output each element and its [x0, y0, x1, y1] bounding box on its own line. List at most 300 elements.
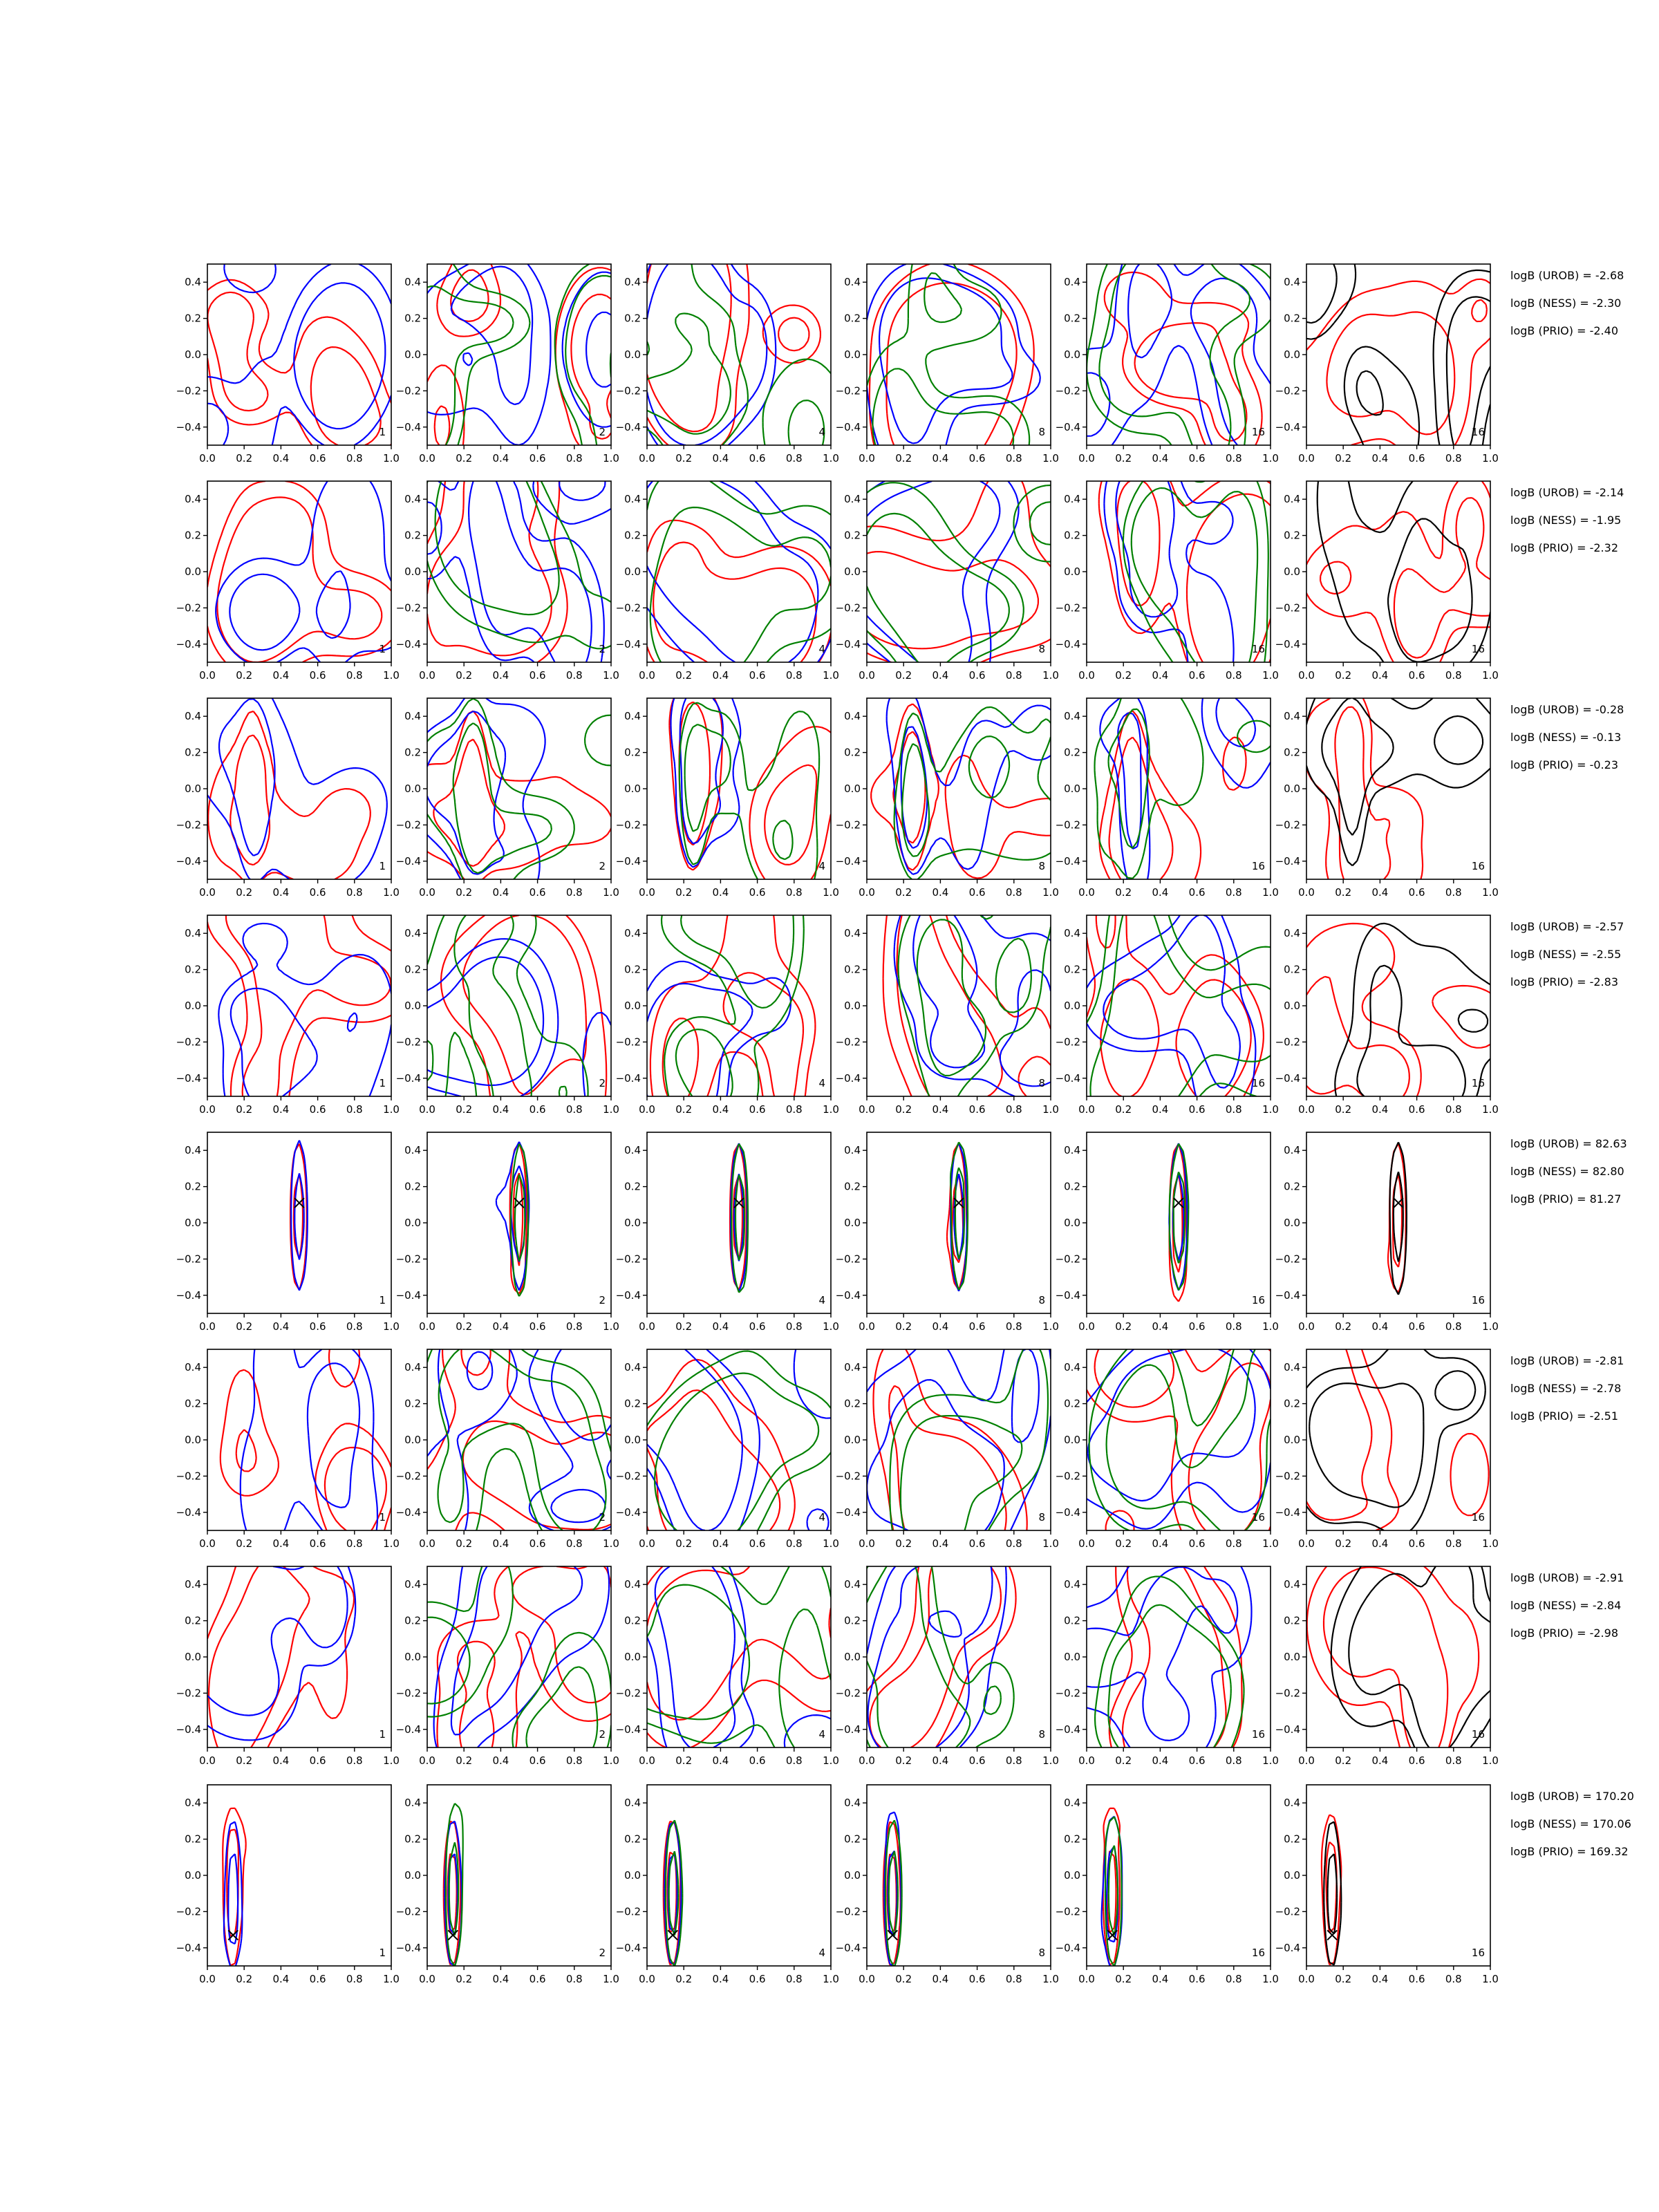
- contour-panel: [1056, 698, 1279, 899]
- y-tick-label: 0.4: [185, 276, 201, 289]
- logb-annotation: logB (UROB) = -2.91: [1510, 1571, 1624, 1584]
- y-tick-label: 0.0: [1064, 565, 1080, 578]
- y-tick-label: −0.4: [395, 637, 421, 650]
- x-tick-label: 0.0: [1078, 1320, 1095, 1333]
- x-tick-label: 0.4: [272, 1320, 290, 1333]
- panel-frame: [427, 264, 611, 445]
- contour-line-green: [647, 264, 831, 445]
- x-tick-label: 0.8: [785, 886, 803, 899]
- panel-corner-label: 16: [1471, 426, 1485, 438]
- contour-panel: [616, 1349, 839, 1550]
- y-tick-label: 0.0: [624, 348, 641, 361]
- contour-lines: [647, 1566, 831, 1747]
- x-tick-label: 0.2: [675, 1320, 693, 1333]
- contour-panel: [1056, 915, 1279, 1116]
- contour-lines: [1102, 1808, 1123, 1966]
- x-tick-label: 0.4: [712, 669, 729, 682]
- x-tick-label: 0.2: [1335, 1973, 1352, 1985]
- panel-corner-label: 16: [1471, 1511, 1485, 1524]
- logb-annotation: logB (UROB) = -2.57: [1510, 920, 1624, 933]
- x-tick-label: 0.8: [346, 1973, 363, 1985]
- y-tick-label: 0.0: [624, 782, 641, 795]
- y-tick-label: 0.0: [404, 1217, 421, 1229]
- logb-annotation: logB (NESS) = -0.13: [1510, 731, 1622, 744]
- contour-lines: [1306, 481, 1490, 662]
- x-tick-label: 0.6: [309, 1754, 326, 1767]
- contour-line-red: [1117, 481, 1271, 662]
- x-tick-label: 0.6: [529, 452, 546, 465]
- y-tick-label: 0.4: [1064, 1578, 1080, 1591]
- y-tick-label: −0.2: [835, 601, 861, 615]
- y-tick-label: 0.4: [185, 1144, 201, 1157]
- contour-line-blue: [427, 481, 611, 662]
- contour-line-red: [874, 1349, 1027, 1530]
- contour-lines: [730, 1143, 748, 1293]
- contour-panel: [1056, 1566, 1279, 1767]
- contour-lines: [1388, 1142, 1407, 1294]
- y-tick-label: −0.2: [615, 1470, 641, 1483]
- contour-panel: [176, 698, 400, 899]
- y-tick-label: 0.4: [1064, 1797, 1080, 1810]
- contour-line-red: [867, 1566, 1016, 1747]
- x-tick-label: 0.0: [419, 1320, 435, 1333]
- x-tick-label: 0.4: [492, 1537, 509, 1550]
- y-tick-label: −0.2: [176, 1253, 201, 1266]
- x-tick-label: 1.0: [1262, 1754, 1279, 1767]
- x-tick-label: 0.6: [309, 1537, 326, 1550]
- x-tick-label: 0.0: [199, 1973, 216, 1985]
- y-tick-label: 0.0: [844, 1434, 861, 1446]
- contour-panel: [616, 1785, 839, 1985]
- contour-panel: [836, 698, 1059, 899]
- x-tick-label: 0.0: [1078, 452, 1095, 465]
- y-tick-label: 0.0: [844, 1651, 861, 1663]
- contour-line-red: [458, 1566, 611, 1747]
- x-tick-label: 0.6: [1188, 669, 1206, 682]
- x-tick-label: 0.8: [1445, 1754, 1462, 1767]
- y-tick-label: −0.4: [176, 420, 201, 433]
- y-tick-label: −0.2: [1275, 818, 1300, 832]
- x-tick-label: 0.2: [895, 886, 912, 899]
- x-tick-label: 0.8: [1225, 1973, 1242, 1985]
- contour-panel: [616, 698, 839, 899]
- y-tick-label: −0.4: [835, 1506, 861, 1519]
- x-tick-label: 0.2: [1115, 1320, 1132, 1333]
- contour-panel: [1275, 1785, 1499, 1985]
- x-tick-label: 0.2: [895, 669, 912, 682]
- x-tick-label: 0.6: [749, 669, 766, 682]
- y-tick-label: 0.0: [844, 782, 861, 795]
- x-tick-label: 1.0: [603, 1537, 619, 1550]
- x-tick-label: 0.4: [1371, 1754, 1389, 1767]
- panel-frame: [647, 1132, 831, 1313]
- contour-line-green: [1089, 1349, 1234, 1530]
- contour-line-green: [647, 313, 824, 445]
- x-tick-label: 0.6: [749, 1537, 766, 1550]
- contour-line-black: [1388, 519, 1472, 662]
- x-tick-label: 1.0: [1262, 452, 1279, 465]
- y-tick-label: 0.0: [624, 1217, 641, 1229]
- y-tick-label: −0.2: [1275, 601, 1300, 615]
- x-tick-label: 0.4: [1371, 452, 1389, 465]
- contour-panel: [176, 1132, 400, 1333]
- y-tick-label: 0.2: [844, 312, 861, 325]
- x-tick-label: 0.8: [1005, 1103, 1022, 1116]
- y-tick-label: 0.2: [1064, 1180, 1080, 1193]
- panel-frame: [867, 1132, 1051, 1313]
- x-tick-label: 0.6: [529, 1537, 546, 1550]
- y-tick-label: 0.0: [844, 348, 861, 361]
- contour-line-green: [902, 736, 1009, 856]
- x-tick-label: 0.8: [785, 1754, 803, 1767]
- y-tick-label: −0.4: [835, 1288, 861, 1302]
- contour-lines: [1307, 1566, 1490, 1747]
- x-tick-label: 1.0: [1482, 452, 1499, 465]
- logb-annotation: logB (UROB) = -2.68: [1510, 269, 1624, 282]
- panel-corner-label: 16: [1471, 860, 1485, 872]
- contour-line-green: [1099, 264, 1250, 445]
- contour-line-red: [669, 698, 831, 879]
- x-tick-label: 1.0: [823, 669, 839, 682]
- y-tick-label: 0.4: [624, 1797, 641, 1810]
- y-tick-label: 0.2: [624, 1180, 641, 1193]
- y-tick-label: 0.4: [624, 927, 641, 940]
- x-tick-label: 0.6: [529, 669, 546, 682]
- x-tick-label: 0.2: [675, 1537, 693, 1550]
- contour-lines: [867, 1349, 1051, 1530]
- x-tick-label: 0.8: [1445, 1320, 1462, 1333]
- y-tick-label: 0.0: [844, 565, 861, 578]
- y-tick-label: 0.2: [624, 1833, 641, 1846]
- panel-corner-label: 8: [1038, 1728, 1045, 1741]
- y-tick-label: −0.2: [176, 384, 201, 397]
- panel-corner-label: 4: [818, 1077, 825, 1089]
- contour-line-blue: [427, 481, 606, 662]
- x-tick-label: 0.2: [236, 669, 253, 682]
- x-tick-label: 0.0: [1298, 1537, 1315, 1550]
- contour-line-blue: [680, 698, 723, 843]
- x-tick-label: 0.4: [712, 1973, 729, 1985]
- x-tick-label: 0.8: [785, 452, 803, 465]
- y-tick-label: −0.4: [835, 420, 861, 433]
- panel-frame: [207, 481, 391, 662]
- x-tick-label: 0.8: [346, 1537, 363, 1550]
- y-tick-label: 0.0: [404, 348, 421, 361]
- logb-annotation: logB (NESS) = -2.78: [1510, 1382, 1622, 1395]
- panel-corner-label: 16: [1251, 1077, 1265, 1089]
- panel-corner-label: 2: [599, 1511, 606, 1524]
- y-tick-label: 0.4: [844, 710, 861, 723]
- y-tick-label: 0.2: [844, 1397, 861, 1410]
- y-tick-label: −0.4: [615, 1723, 641, 1736]
- contour-line-black: [1322, 698, 1483, 835]
- contour-panel: [1275, 264, 1499, 465]
- x-tick-label: 1.0: [603, 1754, 619, 1767]
- logb-annotation: logB (NESS) = -2.55: [1510, 948, 1622, 961]
- x-tick-label: 0.6: [749, 1754, 766, 1767]
- contour-lines: [1322, 1815, 1341, 1965]
- y-tick-label: 0.0: [185, 1434, 201, 1446]
- logb-annotation: logB (PRIO) = 81.27: [1510, 1192, 1622, 1206]
- x-tick-label: 1.0: [823, 1103, 839, 1116]
- y-tick-label: −0.4: [1275, 1941, 1300, 1954]
- contour-line-green: [662, 915, 804, 1096]
- y-tick-label: 0.2: [185, 1833, 201, 1846]
- y-tick-label: 0.4: [404, 1797, 421, 1810]
- contour-line-red: [1335, 707, 1390, 879]
- x-tick-label: 0.2: [895, 1320, 912, 1333]
- logb-annotation: logB (PRIO) = -2.40: [1510, 324, 1618, 337]
- x-tick-label: 0.8: [346, 452, 363, 465]
- x-tick-label: 0.2: [675, 1103, 693, 1116]
- x-tick-label: 0.0: [419, 1973, 435, 1985]
- logb-annotation: logB (NESS) = 82.80: [1510, 1165, 1624, 1178]
- x-tick-label: 0.6: [749, 1320, 766, 1333]
- x-tick-label: 0.8: [1005, 1537, 1022, 1550]
- contour-lines: [496, 1142, 529, 1296]
- y-tick-label: −0.2: [1055, 1905, 1080, 1918]
- x-tick-label: 0.8: [1005, 669, 1022, 682]
- x-tick-label: 0.6: [1408, 1320, 1425, 1333]
- y-tick-label: 0.4: [844, 1578, 861, 1591]
- x-tick-label: 0.0: [419, 886, 435, 899]
- y-tick-label: −0.4: [1275, 1071, 1300, 1085]
- y-tick-label: −0.2: [395, 1687, 421, 1700]
- panel-frame: [427, 1785, 611, 1966]
- x-tick-label: 0.6: [968, 886, 986, 899]
- contour-panel: [176, 1785, 400, 1985]
- contour-panel: [836, 915, 1059, 1116]
- contour-lines: [647, 264, 831, 445]
- y-tick-label: 0.0: [1284, 1217, 1300, 1229]
- contour-line-black: [1357, 966, 1488, 1096]
- x-tick-label: 0.0: [639, 1537, 655, 1550]
- x-tick-label: 0.2: [1335, 1537, 1352, 1550]
- panel-corner-label: 16: [1471, 643, 1485, 655]
- x-tick-label: 1.0: [383, 886, 400, 899]
- logb-annotation: logB (UROB) = -0.28: [1510, 703, 1624, 716]
- x-tick-label: 0.8: [785, 1103, 803, 1116]
- panel-corner-label: 8: [1038, 1511, 1045, 1524]
- contour-line-blue: [1100, 698, 1271, 879]
- x-tick-label: 0.4: [492, 1320, 509, 1333]
- x-tick-label: 0.2: [1115, 1537, 1132, 1550]
- y-tick-label: 0.2: [1064, 746, 1080, 759]
- x-tick-label: 0.8: [346, 1320, 363, 1333]
- x-tick-label: 1.0: [1482, 886, 1499, 899]
- y-tick-label: 0.0: [185, 782, 201, 795]
- y-tick-label: 0.2: [624, 746, 641, 759]
- x-tick-label: 0.0: [419, 1103, 435, 1116]
- x-tick-label: 1.0: [1482, 1754, 1499, 1767]
- contour-line-red: [1135, 323, 1247, 441]
- y-tick-label: 0.0: [185, 1651, 201, 1663]
- contour-panel: [836, 1132, 1059, 1333]
- y-tick-label: 0.2: [1064, 529, 1080, 542]
- panel-corner-label: 2: [599, 1294, 606, 1306]
- logb-annotation: logB (PRIO) = -2.98: [1510, 1627, 1618, 1640]
- contour-line-red: [209, 1566, 310, 1747]
- x-tick-label: 0.4: [712, 1537, 729, 1550]
- panel-corner-label: 1: [379, 643, 386, 655]
- x-tick-label: 0.4: [1152, 669, 1169, 682]
- y-tick-label: −0.4: [1055, 1941, 1080, 1954]
- y-tick-label: 0.2: [1284, 963, 1300, 976]
- contour-panel: [836, 481, 1059, 682]
- y-tick-label: 0.4: [404, 1361, 421, 1374]
- y-tick-label: 0.2: [1064, 963, 1080, 976]
- contour-lines: [207, 264, 391, 445]
- y-tick-label: −0.4: [395, 1941, 421, 1954]
- y-tick-label: −0.2: [1055, 1253, 1080, 1266]
- y-tick-label: 0.4: [844, 927, 861, 940]
- y-tick-label: −0.2: [1055, 1687, 1080, 1700]
- x-tick-label: 0.4: [1371, 1973, 1389, 1985]
- y-tick-label: 0.2: [1284, 1614, 1300, 1627]
- y-tick-label: 0.2: [1284, 529, 1300, 542]
- y-tick-label: 0.0: [1284, 348, 1300, 361]
- x-tick-label: 0.4: [1152, 1537, 1169, 1550]
- y-tick-label: −0.2: [395, 384, 421, 397]
- x-tick-label: 0.8: [1005, 452, 1022, 465]
- contour-line-green: [894, 707, 1051, 879]
- contour-line-blue: [219, 699, 275, 856]
- contour-lines: [883, 1812, 902, 1967]
- logb-annotation: logB (UROB) = -2.14: [1510, 486, 1624, 499]
- x-tick-label: 0.2: [1335, 886, 1352, 899]
- x-tick-label: 1.0: [383, 1320, 400, 1333]
- y-tick-label: 0.4: [1064, 927, 1080, 940]
- x-tick-label: 1.0: [383, 452, 400, 465]
- y-tick-label: 0.4: [624, 493, 641, 506]
- x-tick-label: 1.0: [1042, 1537, 1059, 1550]
- x-tick-label: 0.8: [565, 1103, 583, 1116]
- x-tick-label: 0.2: [236, 452, 253, 465]
- x-tick-label: 0.0: [1298, 669, 1315, 682]
- contour-lines: [883, 915, 1051, 1096]
- y-tick-label: −0.4: [1055, 854, 1080, 868]
- y-tick-label: 0.2: [404, 1614, 421, 1627]
- x-tick-label: 0.2: [236, 1103, 253, 1116]
- x-tick-label: 0.0: [859, 1537, 875, 1550]
- y-tick-label: 0.4: [1284, 276, 1300, 289]
- y-tick-label: −0.2: [395, 818, 421, 832]
- x-tick-label: 0.6: [1188, 1103, 1206, 1116]
- y-tick-label: 0.2: [1284, 1180, 1300, 1193]
- panel-corner-label: 8: [1038, 1947, 1045, 1959]
- y-tick-label: 0.4: [844, 276, 861, 289]
- contour-line-blue: [867, 481, 1019, 662]
- panel-frame: [647, 1785, 831, 1966]
- x-tick-label: 0.2: [895, 452, 912, 465]
- contour-line-green: [917, 919, 1031, 1076]
- x-tick-label: 1.0: [1482, 669, 1499, 682]
- y-tick-label: −0.4: [835, 1071, 861, 1085]
- x-tick-label: 0.2: [1115, 669, 1132, 682]
- x-tick-label: 0.4: [1152, 452, 1169, 465]
- y-tick-label: 0.4: [844, 493, 861, 506]
- x-tick-label: 0.4: [932, 669, 949, 682]
- y-tick-label: 0.4: [185, 1578, 201, 1591]
- y-tick-label: −0.4: [1275, 420, 1300, 433]
- panel-corner-label: 2: [599, 643, 606, 655]
- panel-corner-label: 16: [1471, 1947, 1485, 1959]
- x-tick-label: 1.0: [603, 669, 619, 682]
- y-tick-label: 0.0: [185, 348, 201, 361]
- y-tick-label: 0.4: [1064, 493, 1080, 506]
- contour-panel: [1275, 1566, 1499, 1767]
- contour-panel: [1056, 481, 1279, 682]
- x-tick-label: 0.2: [456, 452, 473, 465]
- x-tick-label: 0.2: [1335, 1103, 1352, 1116]
- y-tick-label: 0.2: [624, 1397, 641, 1410]
- logb-annotation: logB (NESS) = -2.30: [1510, 297, 1622, 310]
- y-tick-label: 0.2: [844, 746, 861, 759]
- panel-corner-label: 1: [379, 426, 386, 438]
- contour-line-blue: [1103, 915, 1240, 1088]
- x-tick-label: 0.0: [1078, 1754, 1095, 1767]
- y-tick-label: −0.2: [395, 1253, 421, 1266]
- panel-corner-label: 1: [379, 860, 386, 872]
- x-tick-label: 0.6: [309, 1320, 326, 1333]
- x-tick-label: 0.0: [199, 1103, 216, 1116]
- y-tick-label: −0.4: [835, 854, 861, 868]
- contour-panel: [176, 481, 400, 682]
- contour-lines: [664, 1820, 683, 1966]
- contour-lines: [207, 1566, 355, 1747]
- contour-lines: [427, 1566, 611, 1747]
- contour-lines: [1099, 481, 1271, 662]
- y-tick-label: −0.2: [1275, 1905, 1300, 1918]
- x-tick-label: 1.0: [1262, 1973, 1279, 1985]
- panel-frame: [207, 915, 391, 1096]
- y-tick-label: 0.2: [1064, 1397, 1080, 1410]
- x-tick-label: 1.0: [1262, 1103, 1279, 1116]
- y-tick-label: −0.2: [395, 1035, 421, 1049]
- x-tick-label: 0.8: [1005, 1973, 1022, 1985]
- y-tick-label: −0.2: [176, 1470, 201, 1483]
- contour-line-green: [435, 481, 559, 615]
- x-tick-label: 0.0: [859, 1973, 875, 1985]
- x-tick-label: 0.2: [1115, 452, 1132, 465]
- contour-line-green: [1109, 709, 1150, 848]
- x-tick-label: 0.0: [859, 1754, 875, 1767]
- contour-lines: [427, 264, 611, 445]
- contour-line-green: [427, 699, 611, 879]
- y-tick-label: −0.2: [1055, 1035, 1080, 1049]
- y-tick-label: 0.0: [1284, 1651, 1300, 1663]
- x-tick-label: 0.4: [492, 886, 509, 899]
- x-tick-label: 0.6: [1408, 1973, 1425, 1985]
- contour-lines: [221, 1349, 391, 1530]
- contour-panel: [396, 264, 619, 465]
- x-tick-label: 0.6: [309, 886, 326, 899]
- y-tick-label: −0.2: [1275, 384, 1300, 397]
- contour-panel: [1275, 481, 1499, 682]
- contour-line-red: [441, 915, 606, 1096]
- contour-line-blue: [467, 1349, 611, 1522]
- contour-line-red: [427, 264, 611, 445]
- contour-line-red: [1306, 924, 1490, 1096]
- y-tick-label: −0.4: [615, 1288, 641, 1302]
- x-tick-label: 0.0: [199, 1754, 216, 1767]
- x-tick-label: 1.0: [383, 1537, 400, 1550]
- y-tick-label: −0.2: [615, 1035, 641, 1049]
- x-tick-label: 0.6: [968, 1103, 986, 1116]
- y-tick-label: −0.2: [835, 384, 861, 397]
- contour-line-green: [1107, 1349, 1271, 1530]
- x-tick-label: 1.0: [1042, 1973, 1059, 1985]
